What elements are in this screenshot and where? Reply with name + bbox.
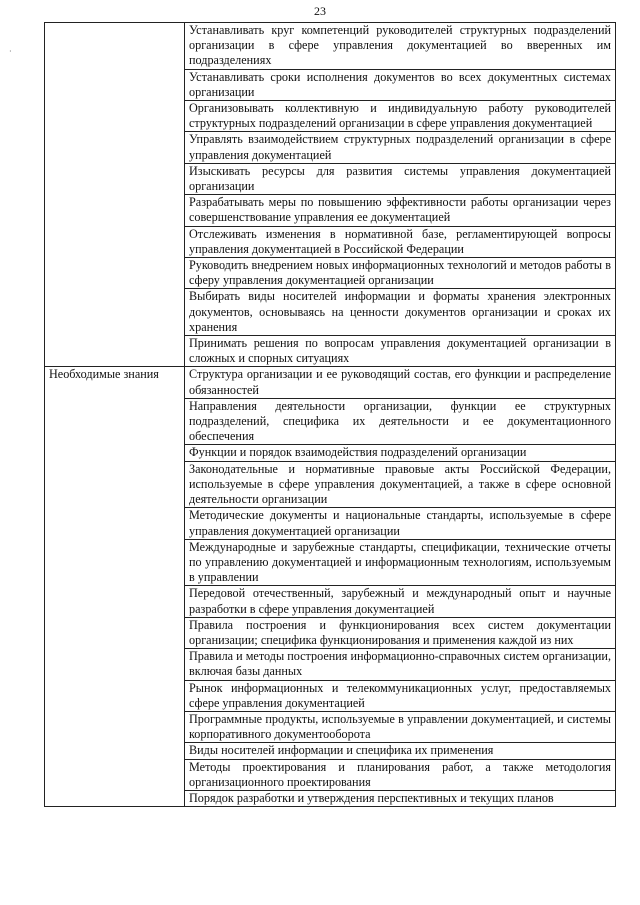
requirement-item: Руководить внедрением новых информационных технологий и методов работы в сферу управления документацией организации: [185, 258, 616, 289]
table-row: [45, 23, 616, 70]
page-number: 23: [314, 4, 326, 18]
requirement-item: Принимать решения по вопросам управления документацией организации в сложных и спорных ситуациях: [185, 336, 616, 367]
requirement-item: Методические документы и национальные стандарты, используемые в сфере управления документацией организации: [185, 508, 616, 539]
requirement-item: Международные и зарубежные стандарты, спецификации, технические отчеты по управлению документацией и информационным технологиям, используемым в управлении: [185, 539, 616, 586]
requirement-item: Программные продукты, используемые в управлении документацией, и системы корпоративного документооборота: [185, 711, 616, 742]
table-row: [45, 367, 616, 398]
requirement-item: Функции и порядок взаимодействия подразделений организации: [185, 445, 616, 461]
requirement-item: Организовывать коллективную и индивидуальную работу руководителей структурных подразделений организации в сфере управления документацией: [185, 101, 616, 132]
requirement-item: Методы проектирования и планирования работ, а также методология организационного проектирования: [185, 759, 616, 790]
requirements-table: [44, 22, 616, 807]
requirement-item: Передовой отечественный, зарубежный и международный опыт и научные разработки в сфере управления документацией: [185, 586, 616, 617]
requirement-item: Рынок информационных и телекоммуникационных услуг, предоставляемых сфере управления документацией: [185, 680, 616, 711]
requirement-item: Законодательные и нормативные правовые акты Российской Федерации, используемые в сфере управления документацией, а также в сфере основной деятельности организации: [185, 461, 616, 508]
requirement-item: Структура организации и ее руководящий состав, его функции и распределение обязанностей: [185, 367, 616, 398]
requirements-table-body: [45, 23, 616, 807]
requirement-item: Правила построения и функционирования всех систем документации организации; специфика функционирования и применения каждой из них: [185, 617, 616, 648]
requirement-item: Изыскивать ресурсы для развития системы управления документацией организации: [185, 163, 616, 194]
section-label-cell: Необходимые знания: [45, 367, 185, 807]
requirement-item: Устанавливать круг компетенций руководителей структурных подразделений организации в сфере управления документацией во вверенных им подразделениях: [185, 23, 616, 70]
requirement-item: Правила и методы построения информационно-справочных систем организации, включая базы данных: [185, 649, 616, 680]
requirement-item: Порядок разработки и утверждения перспективных и текущих планов: [185, 790, 616, 806]
section-label-cell: [45, 23, 185, 367]
requirement-item: Выбирать виды носителей информации и форматы хранения электронных документов, основываясь на ценности документов организации и сроках их хранения: [185, 289, 616, 336]
requirement-item: Разрабатывать меры по повышению эффективности работы организации через совершенствование управления ее документацией: [185, 195, 616, 226]
margin-mark: ·: [9, 47, 12, 56]
requirement-item: Управлять взаимодействием структурных подразделений организации в сфере управления документацией: [185, 132, 616, 163]
requirement-item: Отслеживать изменения в нормативной базе, регламентирующей вопросы управления документацией в Российской Федерации: [185, 226, 616, 257]
requirement-item: Направления деятельности организации, функции ее структурных подразделений, специфика их деятельности и ее документационного обеспечения: [185, 398, 616, 445]
requirement-item: Устанавливать сроки исполнения документов во всех документных системах организации: [185, 69, 616, 100]
requirement-item: Виды носителей информации и специфика их применения: [185, 743, 616, 759]
